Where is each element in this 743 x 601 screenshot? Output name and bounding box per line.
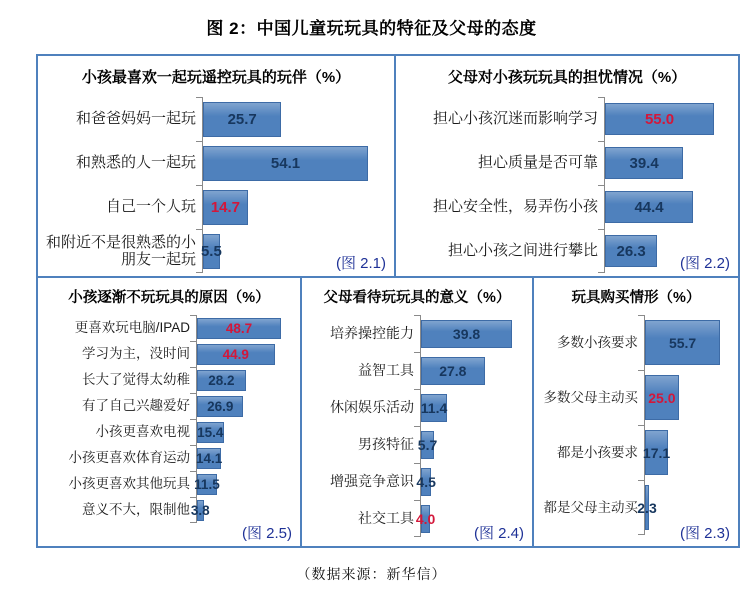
value-label: 26.3 bbox=[616, 242, 646, 260]
category-label: 长大了觉得太幼稚 bbox=[82, 372, 190, 388]
bar-row bbox=[404, 185, 730, 229]
bar-row bbox=[310, 352, 524, 389]
bar bbox=[415, 505, 436, 533]
panel-title: 小孩最喜欢一起玩遥控玩具的玩伴（%） bbox=[81, 69, 351, 86]
value-label: 14.1 bbox=[196, 450, 223, 466]
value-label: 39.4 bbox=[629, 154, 659, 172]
panel-playmates bbox=[36, 54, 396, 278]
category-label: 担心质量是否可靠 bbox=[477, 154, 598, 172]
bar-area bbox=[196, 419, 292, 445]
bar-area bbox=[416, 463, 524, 500]
bar bbox=[642, 430, 671, 475]
panel-parent-worries bbox=[394, 54, 740, 278]
bar-row bbox=[46, 497, 292, 523]
bar-row bbox=[310, 315, 524, 352]
category-label: 意义不大，限制他 bbox=[82, 502, 190, 518]
value-label: 4.0 bbox=[415, 510, 436, 527]
value-label: 11.4 bbox=[420, 399, 448, 416]
value-label: 5.7 bbox=[417, 436, 438, 453]
bar-row bbox=[46, 315, 292, 341]
value-label: 5.5 bbox=[200, 242, 222, 260]
value-label: 39.8 bbox=[452, 325, 481, 342]
bar-area bbox=[196, 445, 292, 471]
bar-row bbox=[46, 367, 292, 393]
category-label: 和爸爸妈妈一起玩 bbox=[75, 110, 196, 128]
bar-area bbox=[190, 497, 292, 523]
bar-rows bbox=[404, 97, 730, 273]
bar-area bbox=[420, 389, 524, 426]
bar-area bbox=[202, 97, 386, 141]
figure-title: 图 2：中国儿童玩玩具的特征及父母的态度 bbox=[206, 19, 537, 38]
panel-title: 父母看待玩玩具的意义（%） bbox=[323, 290, 511, 306]
bar-area bbox=[196, 315, 292, 341]
value-label: 3.8 bbox=[190, 502, 210, 518]
bar bbox=[421, 394, 447, 422]
category-label: 有了自己兴趣爱好 bbox=[82, 398, 190, 414]
bar-area bbox=[644, 370, 730, 425]
bar-area bbox=[420, 315, 524, 352]
bar-row bbox=[310, 426, 524, 463]
category-label: 社交工具 bbox=[358, 510, 414, 527]
bar-row bbox=[46, 97, 386, 141]
bar bbox=[197, 370, 246, 391]
bar bbox=[203, 190, 248, 225]
category-label: 学习为主，没时间 bbox=[82, 346, 190, 362]
bar-row bbox=[404, 97, 730, 141]
value-label: 25.0 bbox=[648, 389, 676, 406]
bar bbox=[417, 431, 438, 459]
bar-area bbox=[604, 141, 730, 185]
bar bbox=[197, 344, 275, 365]
value-label: 14.7 bbox=[210, 198, 241, 216]
category-label: 多数父母主动买 bbox=[543, 389, 638, 405]
bar-row bbox=[46, 445, 292, 471]
category-label: 担心小孩沉迷而影响学习 bbox=[432, 110, 598, 128]
bar-row bbox=[46, 341, 292, 367]
figure-ref-label: (图 2.5) bbox=[238, 522, 292, 543]
bar-rows bbox=[46, 97, 386, 273]
figure-ref-label: (图 2.2) bbox=[676, 252, 730, 273]
bar bbox=[637, 485, 657, 530]
bar-row bbox=[310, 463, 524, 500]
figure-ref-label: (图 2.1) bbox=[332, 252, 386, 273]
category-label: 担心安全性，易弄伤小孩 bbox=[432, 198, 598, 216]
value-label: 25.7 bbox=[227, 110, 257, 128]
bar bbox=[605, 103, 714, 135]
bar-area bbox=[604, 97, 730, 141]
value-label: 4.5 bbox=[416, 473, 436, 490]
bar-area bbox=[420, 352, 524, 389]
category-label: 更喜欢玩电脑/IPAD bbox=[74, 320, 190, 336]
category-label: 增强竞争意识 bbox=[330, 473, 414, 490]
bar-row bbox=[542, 425, 730, 480]
value-label: 28.2 bbox=[208, 372, 235, 388]
value-label: 48.7 bbox=[225, 320, 253, 336]
bar-rows bbox=[46, 315, 292, 523]
panel-title: 小孩逐渐不玩玩具的原因（%） bbox=[68, 290, 270, 306]
bar-row bbox=[404, 141, 730, 185]
panels-bottom-row bbox=[36, 278, 740, 548]
category-label: 多数小孩要求 bbox=[557, 334, 638, 350]
bar bbox=[421, 320, 512, 348]
category-label: 和附近不是很熟悉的小朋友一起玩 bbox=[46, 233, 197, 268]
value-label: 26.9 bbox=[207, 398, 234, 414]
bar bbox=[197, 448, 221, 469]
bar bbox=[645, 375, 679, 420]
bar-area bbox=[196, 393, 292, 419]
bar bbox=[416, 468, 436, 496]
bar-row bbox=[46, 185, 386, 229]
value-label: 15.4 bbox=[197, 424, 224, 440]
bar-area bbox=[644, 425, 730, 480]
panel-toy-meaning bbox=[300, 276, 534, 548]
value-label: 44.9 bbox=[222, 346, 249, 362]
bar bbox=[194, 474, 220, 495]
bar bbox=[203, 102, 281, 137]
panels-top-row bbox=[36, 54, 740, 278]
bar bbox=[421, 357, 485, 385]
value-label: 55.7 bbox=[668, 334, 697, 351]
bar bbox=[197, 396, 243, 417]
category-label: 小孩更喜欢其他玩具 bbox=[68, 476, 190, 492]
category-label: 休闲娱乐活动 bbox=[330, 399, 414, 416]
category-label: 都是父母主动买 bbox=[543, 499, 638, 515]
value-label: 55.0 bbox=[644, 110, 675, 128]
category-label: 都是小孩要求 bbox=[557, 444, 638, 460]
figure-ref-label: (图 2.4) bbox=[470, 522, 524, 543]
bar-row bbox=[542, 315, 730, 370]
value-label: 27.8 bbox=[439, 362, 467, 379]
category-label: 小孩更喜欢体育运动 bbox=[68, 450, 190, 466]
bar-area bbox=[644, 315, 730, 370]
value-label: 2.3 bbox=[637, 499, 657, 516]
bar-area bbox=[202, 185, 386, 229]
bar-row bbox=[310, 389, 524, 426]
category-label: 小孩更喜欢电视 bbox=[95, 424, 190, 440]
bar-row bbox=[46, 471, 292, 497]
bar bbox=[203, 146, 368, 181]
bar bbox=[200, 234, 222, 269]
bar bbox=[197, 422, 224, 443]
bar-area bbox=[202, 141, 386, 185]
panel-quit-reasons bbox=[36, 276, 302, 548]
bar bbox=[197, 318, 281, 339]
bar bbox=[190, 500, 210, 521]
category-label: 担心小孩之间进行攀比 bbox=[447, 242, 598, 260]
category-label: 自己一个人玩 bbox=[105, 198, 196, 216]
bar-area bbox=[196, 367, 292, 393]
value-label: 54.1 bbox=[270, 154, 301, 172]
bar-row bbox=[46, 419, 292, 445]
value-label: 17.1 bbox=[642, 444, 671, 461]
data-source: （数据来源：新华信） bbox=[296, 566, 447, 582]
bar-area bbox=[196, 341, 292, 367]
category-label: 和熟悉的人一起玩 bbox=[75, 154, 196, 172]
bar bbox=[605, 147, 683, 179]
category-label: 培养操控能力 bbox=[330, 325, 414, 342]
panel-title: 玩具购买情形（%） bbox=[571, 290, 701, 306]
category-label: 男孩特征 bbox=[358, 436, 414, 453]
panels-grid bbox=[36, 54, 740, 548]
bar bbox=[605, 235, 657, 267]
bar-row bbox=[542, 370, 730, 425]
bar bbox=[605, 191, 693, 223]
bar-area bbox=[417, 426, 524, 463]
bar-row bbox=[46, 393, 292, 419]
value-label: 11.5 bbox=[194, 476, 220, 492]
bar-rows bbox=[310, 315, 524, 537]
panel-purchase-situation bbox=[532, 276, 740, 548]
bar-area bbox=[604, 185, 730, 229]
bar-rows bbox=[542, 315, 730, 535]
bar bbox=[645, 320, 720, 365]
value-label: 44.4 bbox=[634, 198, 664, 216]
bar-area bbox=[196, 471, 292, 497]
panel-title: 父母对小孩玩玩具的担忧情况（%） bbox=[447, 69, 687, 86]
bar-row bbox=[46, 141, 386, 185]
figure-ref-label: (图 2.3) bbox=[676, 522, 730, 543]
category-label: 益智工具 bbox=[358, 362, 414, 379]
